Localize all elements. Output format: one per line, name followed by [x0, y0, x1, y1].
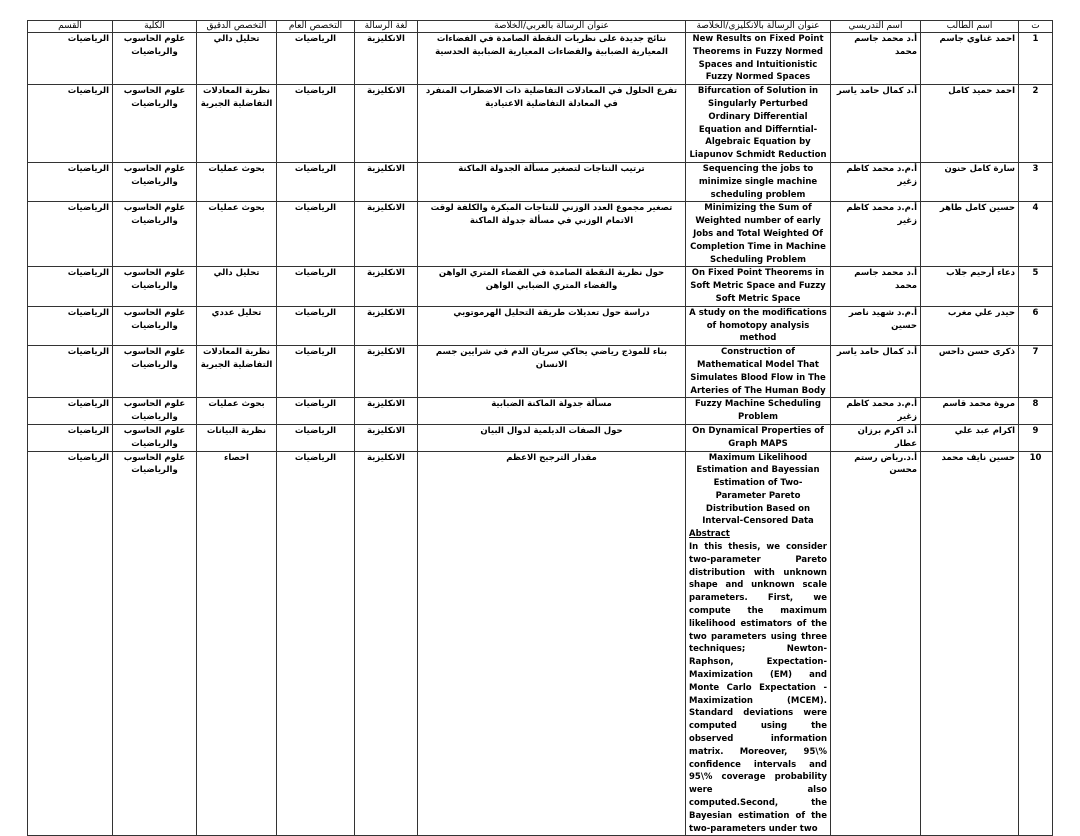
student-name: سارة كامل حنون [921, 162, 1019, 201]
specific-specialization: بحوث عمليات [197, 202, 277, 267]
supervisor-name: أ.د كمال حامد ياسر [831, 85, 921, 163]
specific-specialization: نظرية المعادلات التفاضلية الجبرية [197, 85, 277, 163]
college: علوم الحاسوب والرياضيات [113, 162, 197, 201]
table-row [28, 306, 1053, 345]
abstract-body: In this thesis, we consider two-parameter Pareto distribution with unknown shape and unknown scale parameters. First, we compute the maximum likelihood estimators of the two parameters using three techniques; Newton-Raphson, Expectation-Maximization (EM) and Monte Carlo Expectation - Maximization (MCEM). Standard deviations were computed using the observed information matrix. Moreover, 95\% confidence intervals and 95\% coverage probability were also computed.Second, the Bayesian estimation of the two-parameters under two [689, 542, 827, 834]
college: علوم الحاسوب والرياضيات [113, 202, 197, 267]
table-row [28, 346, 1053, 398]
student-name: ذكرى حسن داحس [921, 346, 1019, 398]
college: علوم الحاسوب والرياضيات [113, 33, 197, 85]
student-name: احمد غناوي جاسم [921, 33, 1019, 85]
thesis-table [27, 20, 1053, 836]
thesis-language: الانكليزية [355, 306, 418, 345]
header-college: الكلية [113, 21, 197, 33]
general-specialization: الرياضيات [277, 33, 355, 85]
department: الرياضيات [28, 85, 113, 163]
department: الرياضيات [28, 267, 113, 306]
general-specialization: الرياضيات [277, 202, 355, 267]
general-specialization: الرياضيات [277, 162, 355, 201]
header-supervisor: اسم التدريسي [831, 21, 921, 33]
thesis-title-en: Minimizing the Sum of Weighted number of early Jobs and Total Weighted Of Completion Time in Machine Scheduling Problem [686, 202, 831, 267]
thesis-language: الانكليزية [355, 424, 418, 451]
student-name: حسين نايف محمد [921, 451, 1019, 836]
thesis-language: الانكليزية [355, 33, 418, 85]
specific-specialization: تحليل عددي [197, 306, 277, 345]
row-num: 3 [1019, 162, 1053, 201]
thesis-title-ar: دراسة حول تعديلات طريقة التحليل الهرموتوبي [418, 306, 686, 345]
thesis-title-en: On Dynamical Properties of Graph MAPS [686, 424, 831, 451]
header-student: اسم الطالب [921, 21, 1019, 33]
row-num: 10 [1019, 451, 1053, 836]
table-row [28, 85, 1053, 163]
header-num: ت [1019, 21, 1053, 33]
thesis-language: الانكليزية [355, 398, 418, 425]
thesis-title-ar: نتائج جديدة على نظريات النقطة الصامدة في الفضاءات المعيارية الضبابية والفضاءات المعيارية الضبابية الحدسية [418, 33, 686, 85]
thesis-title-ar: مسألة جدولة الماكنة الضبابية [418, 398, 686, 425]
row-num: 1 [1019, 33, 1053, 85]
table-row [28, 33, 1053, 85]
table-row [28, 424, 1053, 451]
supervisor-name: أ.د كمال حامد ياسر [831, 346, 921, 398]
general-specialization: الرياضيات [277, 85, 355, 163]
header-row [28, 21, 1053, 33]
thesis-title-en: On Fixed Point Theorems in Soft Metric Space and Fuzzy Soft Metric Space [686, 267, 831, 306]
general-specialization: الرياضيات [277, 267, 355, 306]
student-name: حيدر علي مغرب [921, 306, 1019, 345]
table-row [28, 267, 1053, 306]
specific-specialization: نظرية المعادلات التفاضلية الجبرية [197, 346, 277, 398]
thesis-title-ar: تصغير مجموع العدد الوزني للنتاجات المبكرة والكلفة لوقت الاتمام الوزني في مسألة جدولة الماكنة [418, 202, 686, 267]
student-name: احمد حميد كامل [921, 85, 1019, 163]
thesis-title-en: New Results on Fixed Point Theorems in Fuzzy Normed Spaces and Intuitionistic Fuzzy Normed Spaces [686, 33, 831, 85]
thesis-title-ar: مقدار الترجيح الاعظم [418, 451, 686, 836]
college: علوم الحاسوب والرياضيات [113, 398, 197, 425]
header-title-ar: عنوان الرسالة بالعربي/الخلاصة [418, 21, 686, 33]
row-num: 4 [1019, 202, 1053, 267]
department: الرياضيات [28, 33, 113, 85]
thesis-title-en: Construction of Mathematical Model That Simulates Blood Flow in The Arteries of The Human Body [686, 346, 831, 398]
abstract-heading: Abstract [689, 529, 730, 540]
thesis-language: الانكليزية [355, 346, 418, 398]
thesis-title-en [686, 451, 831, 836]
college: علوم الحاسوب والرياضيات [113, 451, 197, 836]
general-specialization: الرياضيات [277, 451, 355, 836]
table-row [28, 162, 1053, 201]
specific-specialization: نظرية البيانات [197, 424, 277, 451]
supervisor-name: أ.د.رياض رستم محسن [831, 451, 921, 836]
supervisor-name: أ.م.د محمد كاظم زغير [831, 202, 921, 267]
supervisor-name: أ.م.د محمد كاظم زغير [831, 398, 921, 425]
header-title-en: عنوان الرسالة بالانكليزي/الخلاصة [686, 21, 831, 33]
supervisor-name: أ.م.د محمد كاظم زغير [831, 162, 921, 201]
specific-specialization: تحليل دالي [197, 33, 277, 85]
thesis-language: الانكليزية [355, 202, 418, 267]
student-name: دعاء أرحيم جلاب [921, 267, 1019, 306]
specific-specialization: تحليل دالي [197, 267, 277, 306]
thesis-language: الانكليزية [355, 267, 418, 306]
row-num: 9 [1019, 424, 1053, 451]
department: الرياضيات [28, 451, 113, 836]
specific-specialization: احصاء [197, 451, 277, 836]
thesis-title-ar: تفرع الحلول في المعادلات التفاضلية ذات الاضطراب المنفرد في المعادلة التفاضلية الاعتيادية [418, 85, 686, 163]
college: علوم الحاسوب والرياضيات [113, 306, 197, 345]
department: الرياضيات [28, 346, 113, 398]
department: الرياضيات [28, 398, 113, 425]
general-specialization: الرياضيات [277, 398, 355, 425]
table-row [28, 398, 1053, 425]
student-name: اكرام عبد علي [921, 424, 1019, 451]
college: علوم الحاسوب والرياضيات [113, 267, 197, 306]
student-name: حسين كامل طاهر [921, 202, 1019, 267]
header-specific-spec: التخصص الدقيق [197, 21, 277, 33]
table-row [28, 451, 1053, 836]
thesis-title-ar: بناء للموذج رياضي يحاكي سريان الدم في شرايين جسم الانسان [418, 346, 686, 398]
table-row [28, 202, 1053, 267]
thesis-title-ar: ترتيب النتاجات لتصغير مسألة الجدولة الماكنة [418, 162, 686, 201]
department: الرياضيات [28, 424, 113, 451]
general-specialization: الرياضيات [277, 424, 355, 451]
specific-specialization: بحوث عمليات [197, 162, 277, 201]
college: علوم الحاسوب والرياضيات [113, 424, 197, 451]
college: علوم الحاسوب والرياضيات [113, 85, 197, 163]
row-num: 5 [1019, 267, 1053, 306]
thesis-title-en: Fuzzy Machine Scheduling Problem [686, 398, 831, 425]
thesis-title-en-text: Maximum Likelihood Estimation and Bayessian Estimation of Two-Parameter Pareto Distribution Based on Interval-Censored Data [696, 452, 820, 527]
thesis-title-en: Bifurcation of Solution in Singularly Perturbed Ordinary Differential Equation and Differntial-Algebraic Equation by Liapunov Schmidt Reduction [686, 85, 831, 163]
thesis-title-ar: حول نظرية النقطة الصامدة في الفضاء المتري الواهن والفضاء المتري الضبابي الواهن [418, 267, 686, 306]
thesis-language: الانكليزية [355, 451, 418, 836]
header-language: لغة الرسالة [355, 21, 418, 33]
row-num: 2 [1019, 85, 1053, 163]
specific-specialization: بحوث عمليات [197, 398, 277, 425]
general-specialization: الرياضيات [277, 306, 355, 345]
thesis-title-ar: حول الصفات الديلمية لدوال البيان [418, 424, 686, 451]
thesis-title-en: Sequencing the jobs to minimize single machine scheduling problem [686, 162, 831, 201]
supervisor-name: أ.م.د شهيد ناصر حسين [831, 306, 921, 345]
header-department: القسم [28, 21, 113, 33]
department: الرياضيات [28, 162, 113, 201]
supervisor-name: أ.د محمد جاسم محمد [831, 267, 921, 306]
header-general-spec: التخصص العام [277, 21, 355, 33]
student-name: مروة محمد قاسم [921, 398, 1019, 425]
thesis-language: الانكليزية [355, 162, 418, 201]
department: الرياضيات [28, 202, 113, 267]
college: علوم الحاسوب والرياضيات [113, 346, 197, 398]
supervisor-name: أ.د محمد جاسم محمد [831, 33, 921, 85]
supervisor-name: أ.د اكرم برزان عطار [831, 424, 921, 451]
thesis-title-en: A study on the modifications of homotopy analysis method [686, 306, 831, 345]
row-num: 6 [1019, 306, 1053, 345]
general-specialization: الرياضيات [277, 346, 355, 398]
thesis-language: الانكليزية [355, 85, 418, 163]
department: الرياضيات [28, 306, 113, 345]
row-num: 7 [1019, 346, 1053, 398]
row-num: 8 [1019, 398, 1053, 425]
